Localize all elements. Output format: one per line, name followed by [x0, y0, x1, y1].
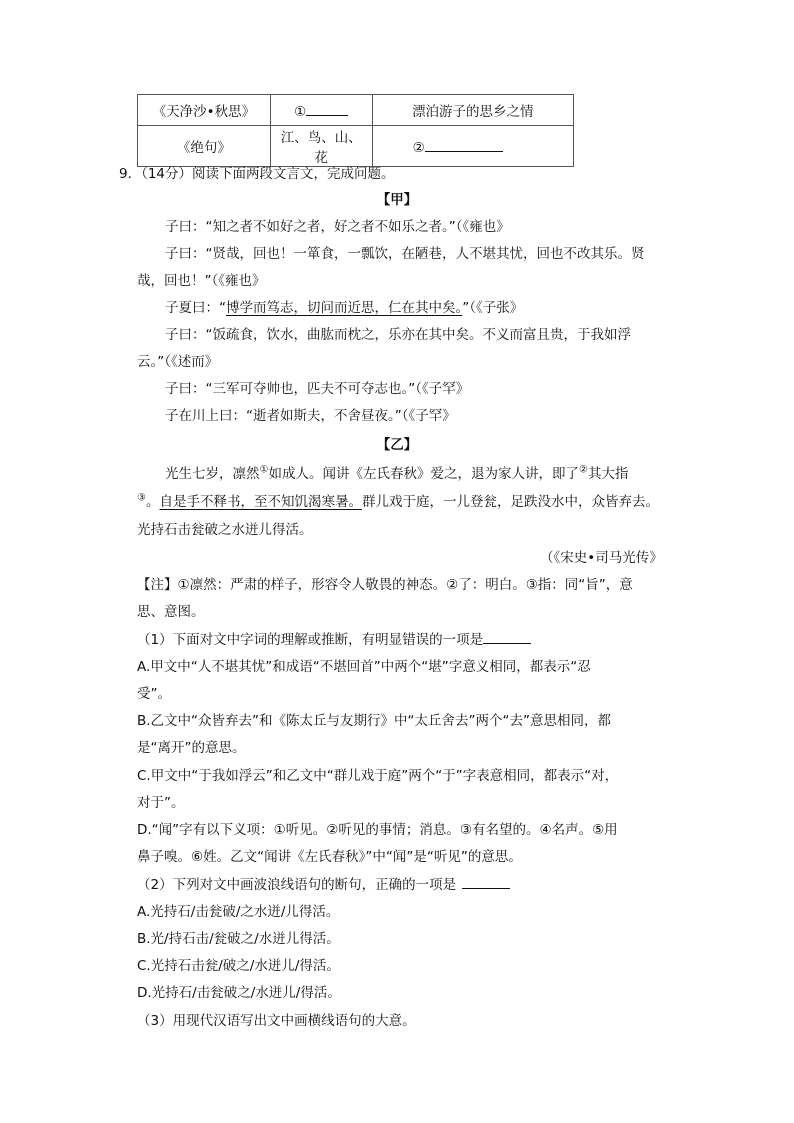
- subquestion-2: [137, 873, 510, 893]
- option-line: 对于”。: [137, 795, 185, 811]
- option-line: B.乙文中“众皆弃去”和《陈太丘与友期行》中“太丘舍去”两个“去”意思相同，都: [137, 713, 612, 729]
- table-cell: 《绝句》: [138, 126, 271, 167]
- poem-table: [137, 94, 574, 167]
- table-cell: 漂泊游子的思乡之情: [372, 95, 573, 126]
- text-segment: 其大指: [587, 466, 629, 482]
- option-line: B.光/持石击/瓮破之/水迸儿得活。: [137, 931, 340, 947]
- section-title-jia: 【甲】: [376, 192, 418, 208]
- option-line: D.“闻”字有以下义项：①听见。②听见的事情；消息。③有名望的。④名声。⑤用: [137, 822, 618, 838]
- table-row: [138, 95, 574, 126]
- underlined-sentence: 自是手不释书，至不知饥渴寒暑。: [159, 494, 362, 510]
- blank-number: ②: [412, 139, 425, 156]
- text-line: 子曰：“知之者不如好之者，好之者不如乐之者。”（《雍也》: [165, 219, 510, 235]
- table-row: [138, 126, 574, 167]
- text-line: [137, 490, 659, 510]
- text-segment: 如成人。闻讲《左氏春秋》爱之，退为家人讲，即了: [268, 466, 579, 482]
- answer-blank[interactable]: [425, 137, 503, 152]
- text-line: 子曰：“贤哉，回也！一箪食，一瓢饮，在陋巷，人不堪其忧，回也不改其乐。贤: [165, 246, 645, 262]
- footnote-marker: ②: [578, 464, 588, 476]
- subquestion-stem: （2）下列对文中画波浪线语句的断句，正确的一项是: [137, 877, 457, 893]
- option-line: D.光持石/击瓮破之/水迸儿/得活。: [137, 985, 341, 1001]
- option-line: C.甲文中“于我如浮云”和乙文中“群儿戏于庭”两个“于”字表意相同，都表示“对，: [137, 768, 619, 784]
- option-line: 鼻子嗅。⑥姓。乙文“闻讲《左氏春秋》”中“闻”是“听见”的意思。: [137, 849, 522, 865]
- text-line: 哉，回也！”（《雍也》: [137, 273, 266, 289]
- option-line: 是“离开”的意思。: [137, 740, 246, 756]
- blank-number: ①: [294, 103, 307, 120]
- subquestion-3: （3）用现代汉语写出文中画横线语句的大意。: [137, 1013, 416, 1029]
- note-line: 【注】①凛然：严肃的样子，形容令人敬畏的神态。②了：明白。③指：同“旨”，意: [137, 577, 633, 593]
- note-line: 思、意图。: [137, 604, 205, 620]
- answer-blank[interactable]: [462, 874, 510, 889]
- text-line: [165, 462, 628, 482]
- table-cell: 《天净沙•秋思》: [138, 95, 271, 126]
- text-segment: 光生七岁，凛然: [165, 466, 260, 482]
- text-line: 云。”（《述而》: [137, 354, 219, 370]
- footnote-marker: ③: [137, 492, 146, 504]
- table-cell: 江、鸟、山、花: [270, 126, 372, 167]
- option-line: A.甲文中“人不堪其忧”和成语“不堪回首”中两个“堪”字意义相同，都表示“忍: [137, 659, 591, 675]
- text-line: 子曰：“饭疏食，饮水，曲肱而枕之，乐亦在其中矣。不义而富且贵，于我如浮: [165, 327, 631, 343]
- text-line: 光持石击瓮破之水迸儿得活。: [137, 522, 313, 538]
- table-cell-blank: [372, 126, 573, 167]
- subquestion-stem: （1）下面对文中字词的理解或推断，有明显错误的一项是: [137, 632, 484, 648]
- source-citation: （《宋史•司马光传》: [540, 550, 663, 566]
- subquestion-1: [137, 628, 531, 648]
- underlined-sentence: 博学而笃志，切问而近思，仁在其中矣。: [226, 300, 463, 316]
- text-segment: 。: [145, 494, 160, 510]
- text-line: [165, 296, 523, 316]
- option-line: A.光持石/击瓮破/之水迸/儿得活。: [137, 904, 340, 920]
- text-segment: 子夏曰：“: [165, 300, 226, 316]
- option-line: C.光持石击瓮/破之/水迸儿/得活。: [137, 958, 340, 974]
- text-line: 子曰：“三军可夺帅也，匹夫不可夺志也。”（《子罕》: [165, 381, 470, 397]
- section-title-yi: 【乙】: [376, 437, 418, 453]
- text-segment: 群儿戏于庭，一儿登瓮，足跌没水中，众皆弃去。: [361, 494, 659, 510]
- answer-blank[interactable]: [306, 101, 348, 116]
- option-line: 受”。: [137, 686, 171, 702]
- table-cell-blank: [270, 95, 372, 126]
- question-header: 9．（14分）阅读下面两段文言文，完成问题。: [119, 166, 395, 182]
- footnote-marker: ①: [259, 464, 269, 476]
- text-segment: ”（《子张》: [462, 300, 524, 316]
- text-line: 子在川上曰：“逝者如斯夫，不舍昼夜。”（《子罕》: [165, 408, 456, 424]
- answer-blank[interactable]: [483, 629, 531, 644]
